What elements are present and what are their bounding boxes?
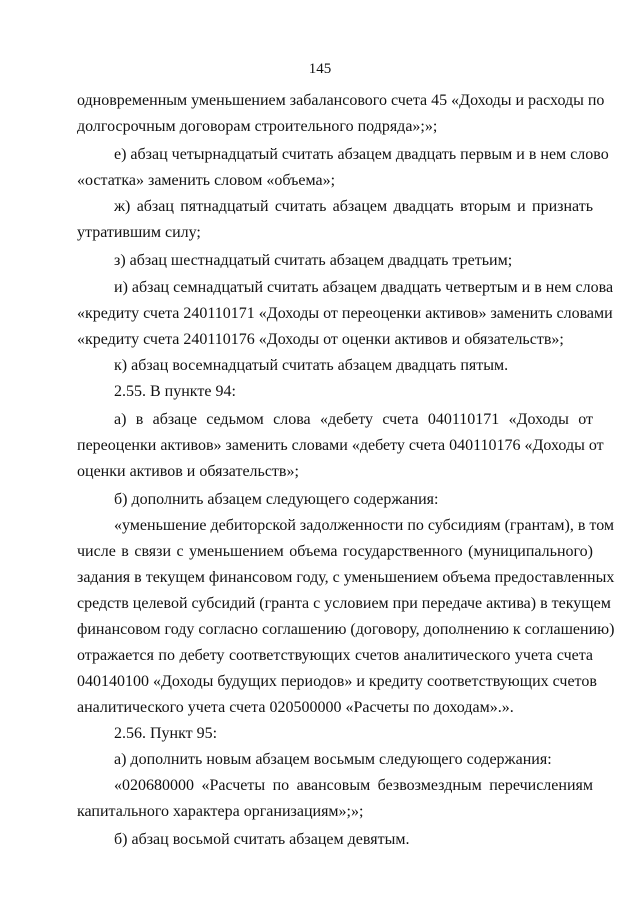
text-line: а) в абзаце седьмом слова «дебету счета 040110171 «Доходы от (114, 411, 593, 428)
text-line: отражается по дебету соответствующих счетов аналитического учета счета (77, 647, 593, 664)
text-line: утратившим силу; (77, 224, 201, 241)
text-line: з) абзац шестнадцатый считать абзацем двадцать третьим; (114, 252, 513, 269)
text-line: оценки активов и обязательств»; (77, 463, 299, 480)
text-line: «уменьшение дебиторской задолженности по субсидиям (грантам), в том (114, 517, 615, 534)
text-line: б) абзац восьмой считать абзацем девятым. (114, 831, 410, 848)
text-line: одновременным уменьшением забалансового счета 45 «Доходы и расходы по (77, 92, 605, 109)
text-line: долгосрочным договорам строительного подряда»;»; (77, 118, 438, 135)
text-line: «020680000 «Расчеты по авансовым безвозмездным перечислениям (114, 777, 593, 794)
text-line: б) дополнить абзацем следующего содержания: (114, 491, 439, 508)
text-line: «остатка» заменить словом «объема»; (77, 172, 336, 189)
text-line: е) абзац четырнадцатый считать абзацем двадцать первым и в нем слово (114, 146, 609, 163)
text-line: числе в связи с уменьшением объема государственного (муниципального) (77, 543, 593, 560)
text-line: 2.55. В пункте 94: (114, 383, 236, 400)
text-line: задания в текущем финансовом году, с уменьшением объема предоставленных (77, 569, 615, 586)
text-line: 2.56. Пункт 95: (114, 725, 218, 742)
text-line: аналитического учета счета 020500000 «Расчеты по доходам».». (77, 699, 514, 716)
text-line: «кредиту счета 240110171 «Доходы от переоценки активов» заменить словами (77, 305, 613, 322)
text-line: ж) абзац пятнадцатый считать абзацем двадцать вторым и признать (114, 198, 593, 215)
text-line: и) абзац семнадцатый считать абзацем двадцать четвертым и в нем слова (114, 279, 614, 296)
text-line: капитального характера организациям»;»; (77, 803, 364, 820)
text-line: а) дополнить новым абзацем восьмым следующего содержания: (114, 751, 552, 768)
text-line: средств целевой субсидий (гранта с условием при передаче актива) в текущем (77, 595, 611, 612)
text-line: 040140100 «Доходы будущих периодов» и кредиту соответствующих счетов (77, 673, 597, 690)
text-line: «кредиту счета 240110176 «Доходы от оценки активов и обязательств»; (77, 331, 564, 348)
page-number: 145 (308, 61, 332, 77)
text-line: переоценки активов» заменить словами «дебету счета 040110176 «Доходы от (77, 437, 604, 454)
text-line: финансовом году согласно соглашению (договору, дополнению к соглашению) (77, 621, 615, 638)
text-line: к) абзац восемнадцатый считать абзацем двадцать пятым. (114, 357, 509, 374)
